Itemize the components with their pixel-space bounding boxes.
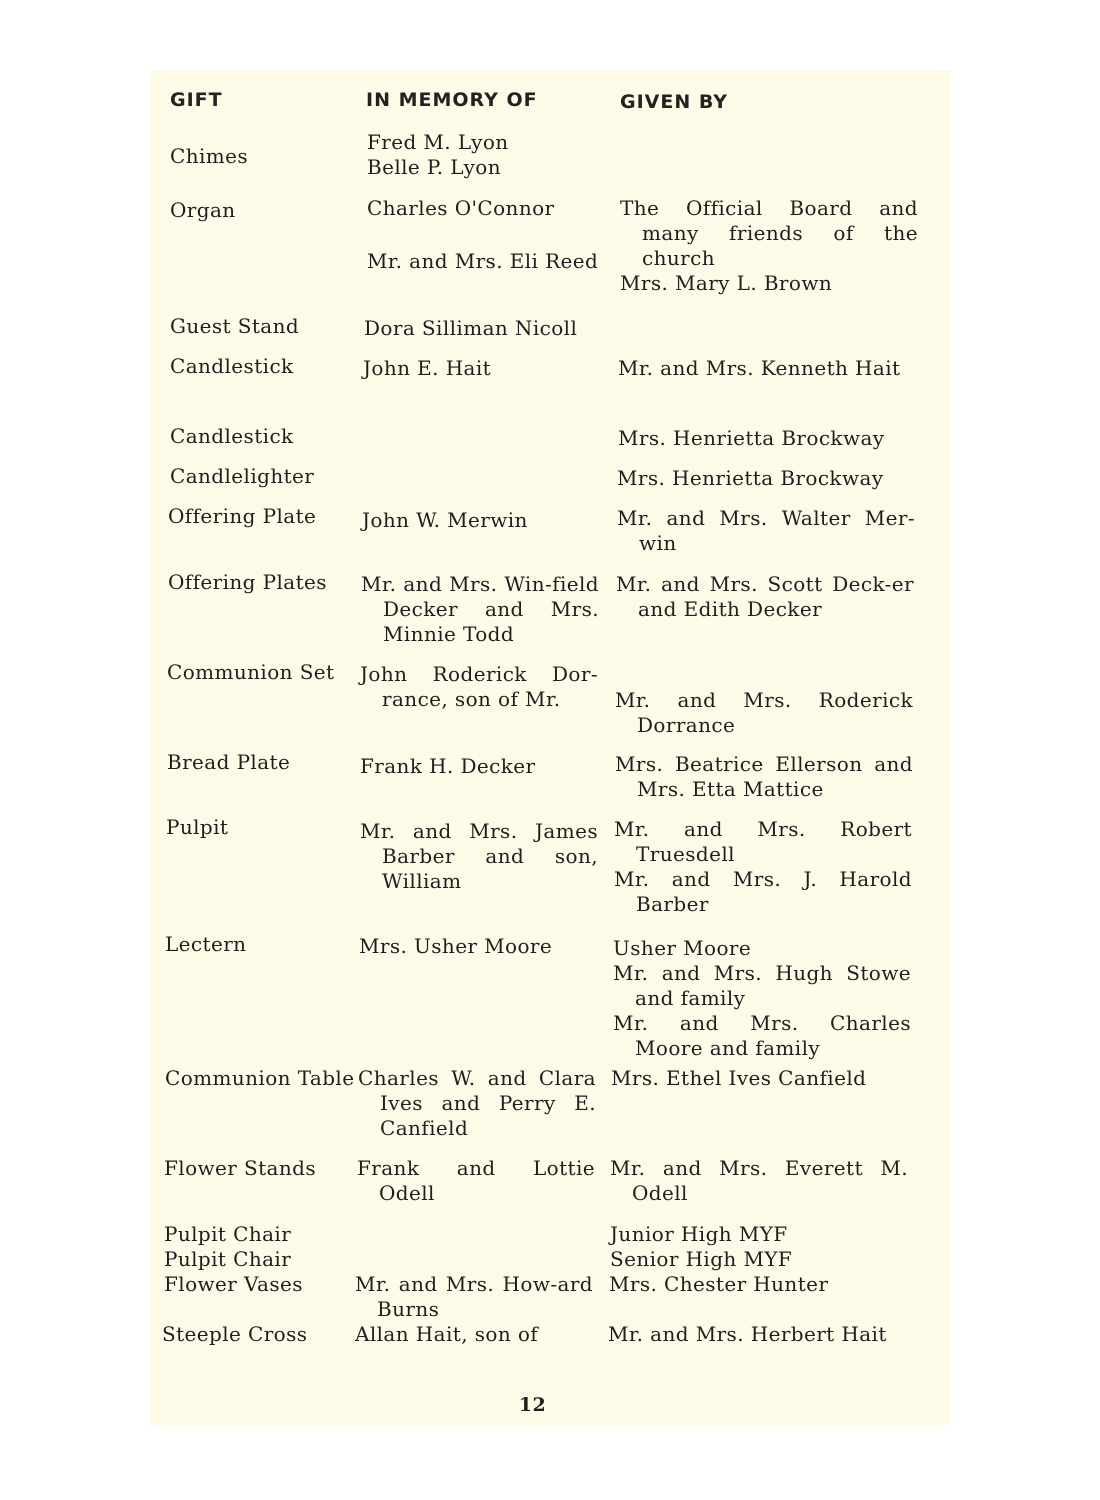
entry-text: Pulpit Chair bbox=[164, 1222, 292, 1246]
page-number: 12 bbox=[518, 1394, 547, 1416]
in-memory-of-cell bbox=[362, 508, 600, 533]
entry-text: Mr. and Mrs. Roderick Dorrance bbox=[615, 688, 913, 737]
entry-text: Mr. and Mrs. Robert Truesdell bbox=[614, 817, 912, 866]
entry-text: Offering Plates bbox=[168, 570, 327, 594]
entry-text: Mrs. Henrietta Brockway bbox=[618, 426, 885, 450]
in-memory-of-cell bbox=[363, 356, 601, 381]
entry-text: Candlelighter bbox=[170, 464, 315, 488]
entry-text: The Official Board and many friends of the church bbox=[620, 196, 918, 270]
entry-text: Frank and Lottie Odell bbox=[357, 1156, 595, 1205]
entry-text: Candlestick bbox=[170, 424, 294, 448]
gift-cell bbox=[164, 1272, 354, 1297]
entry-text: Junior High MYF bbox=[610, 1222, 788, 1246]
entry-text: Steeple Cross bbox=[162, 1322, 308, 1346]
gift-cell bbox=[164, 1156, 354, 1181]
entry-text: Mr. and Mrs. How-ard Burns bbox=[355, 1272, 593, 1321]
entry-text: Mr. and Mrs. Win-field Decker and Mrs. Minnie Todd bbox=[361, 572, 599, 646]
entry-text: Chimes bbox=[170, 144, 249, 168]
header-in-memory-of: IN MEMORY OF bbox=[366, 89, 538, 111]
gift-cell bbox=[170, 354, 360, 379]
in-memory-of-cell bbox=[358, 1066, 596, 1141]
gift-cell bbox=[170, 144, 360, 169]
given-by-cell bbox=[611, 1066, 909, 1091]
entry-text: Offering Plate bbox=[168, 504, 317, 528]
entry-text: Organ bbox=[170, 198, 236, 222]
gift-cell bbox=[167, 660, 357, 685]
in-memory-of-cell bbox=[359, 934, 597, 959]
in-memory-of-cell bbox=[360, 819, 598, 894]
entry-text: Mrs. Usher Moore bbox=[359, 934, 553, 958]
entry-text: Lectern bbox=[165, 932, 247, 956]
entry-text: Mrs. Chester Hunter bbox=[609, 1272, 829, 1296]
given-by-cell bbox=[617, 466, 915, 491]
gift-cell bbox=[164, 1222, 354, 1272]
entry-text: Mr. and Mrs. Kenneth Hait bbox=[618, 356, 901, 380]
in-memory-of-cell bbox=[364, 316, 602, 341]
in-memory-of-cell bbox=[357, 1156, 595, 1206]
entry-text: Belle P. Lyon bbox=[367, 155, 501, 179]
entry-text: Frank H. Decker bbox=[360, 754, 536, 778]
gift-cell bbox=[170, 198, 360, 223]
entry-text: Allan Hait, son of bbox=[355, 1322, 539, 1346]
gift-cell bbox=[170, 314, 360, 339]
entry-text: Pulpit bbox=[166, 815, 229, 839]
given-by-cell bbox=[610, 1222, 908, 1272]
in-memory-of-cell bbox=[361, 572, 599, 647]
header-gift: GIFT bbox=[170, 89, 223, 111]
entry-text: Mrs. Henrietta Brockway bbox=[617, 466, 884, 490]
entry-text: Mr. and Mrs. Charles Moore and family bbox=[613, 1011, 911, 1060]
entry-text: Fred M. Lyon bbox=[367, 130, 509, 154]
in-memory-of-cell bbox=[355, 1322, 593, 1347]
given-by-cell bbox=[617, 506, 915, 556]
entry-text: Mr. and Mrs. Scott Deck-er and Edith Decker bbox=[616, 572, 914, 621]
given-by-cell bbox=[614, 817, 912, 917]
entry-text: John Roderick Dor-rance, son of Mr. bbox=[360, 662, 598, 711]
gift-cell bbox=[168, 504, 358, 529]
given-by-cell bbox=[613, 936, 911, 1061]
entry-text: Mrs. Mary L. Brown bbox=[620, 271, 833, 295]
gift-cell bbox=[162, 1322, 352, 1347]
given-by-cell bbox=[618, 356, 916, 381]
entry-text: Mr. and Mrs. Eli Reed bbox=[367, 249, 599, 273]
entry-text: Charles O'Connor bbox=[367, 196, 555, 220]
given-by-cell bbox=[620, 196, 918, 296]
in-memory-of-cell bbox=[360, 754, 598, 779]
entry-text: Mrs. Ethel Ives Canfield bbox=[611, 1066, 867, 1090]
entry-text: Mr. and Mrs. Hugh Stowe and family bbox=[613, 961, 911, 1010]
entry-text: John W. Merwin bbox=[362, 508, 528, 532]
entry-text: Flower Vases bbox=[164, 1272, 303, 1296]
entry-text: Communion Table bbox=[165, 1066, 355, 1090]
entry-text: John E. Hait bbox=[363, 356, 492, 380]
given-by-cell bbox=[615, 752, 913, 802]
gift-cell bbox=[170, 464, 360, 489]
given-by-cell bbox=[609, 1272, 907, 1297]
in-memory-of-cell bbox=[355, 1272, 593, 1322]
entry-text: Usher Moore bbox=[613, 936, 752, 960]
gift-cell bbox=[170, 424, 360, 449]
given-by-cell bbox=[615, 688, 913, 738]
gift-cell bbox=[168, 570, 358, 595]
given-by-cell bbox=[610, 1156, 908, 1206]
given-by-cell bbox=[618, 426, 916, 451]
entry-text: Candlestick bbox=[170, 354, 294, 378]
in-memory-of-cell bbox=[367, 130, 605, 180]
entry-text: Dora Silliman Nicoll bbox=[364, 316, 578, 340]
entry-text: Mr. and Mrs. J. Harold Barber bbox=[614, 867, 912, 916]
entry-text: Communion Set bbox=[167, 660, 335, 684]
entry-text: Senior High MYF bbox=[610, 1247, 793, 1271]
header-given-by: GIVEN BY bbox=[620, 91, 729, 113]
entry-text: Mrs. Beatrice Ellerson and Mrs. Etta Mattice bbox=[615, 752, 913, 801]
given-by-cell bbox=[616, 572, 914, 622]
entry-text: Mr. and Mrs. James Barber and son, William bbox=[360, 819, 598, 893]
entry-text: Charles W. and Clara Ives and Perry E. Canfield bbox=[358, 1066, 596, 1140]
entry-text: Flower Stands bbox=[164, 1156, 316, 1180]
entry-text: Bread Plate bbox=[167, 750, 291, 774]
entry-text: Mr. and Mrs. Walter Mer-win bbox=[617, 506, 915, 555]
entry-text: Mr. and Mrs. Herbert Hait bbox=[608, 1322, 887, 1346]
gift-cell bbox=[165, 1066, 355, 1091]
entry-text: Pulpit Chair bbox=[164, 1247, 292, 1271]
gift-cell bbox=[165, 932, 355, 957]
gift-cell bbox=[166, 815, 356, 840]
entry-text: Guest Stand bbox=[170, 314, 300, 338]
gift-cell bbox=[167, 750, 357, 775]
given-by-cell bbox=[608, 1322, 906, 1347]
in-memory-of-cell bbox=[360, 662, 598, 712]
in-memory-of-cell bbox=[367, 196, 605, 274]
entry-text: Mr. and Mrs. Everett M. Odell bbox=[610, 1156, 908, 1205]
